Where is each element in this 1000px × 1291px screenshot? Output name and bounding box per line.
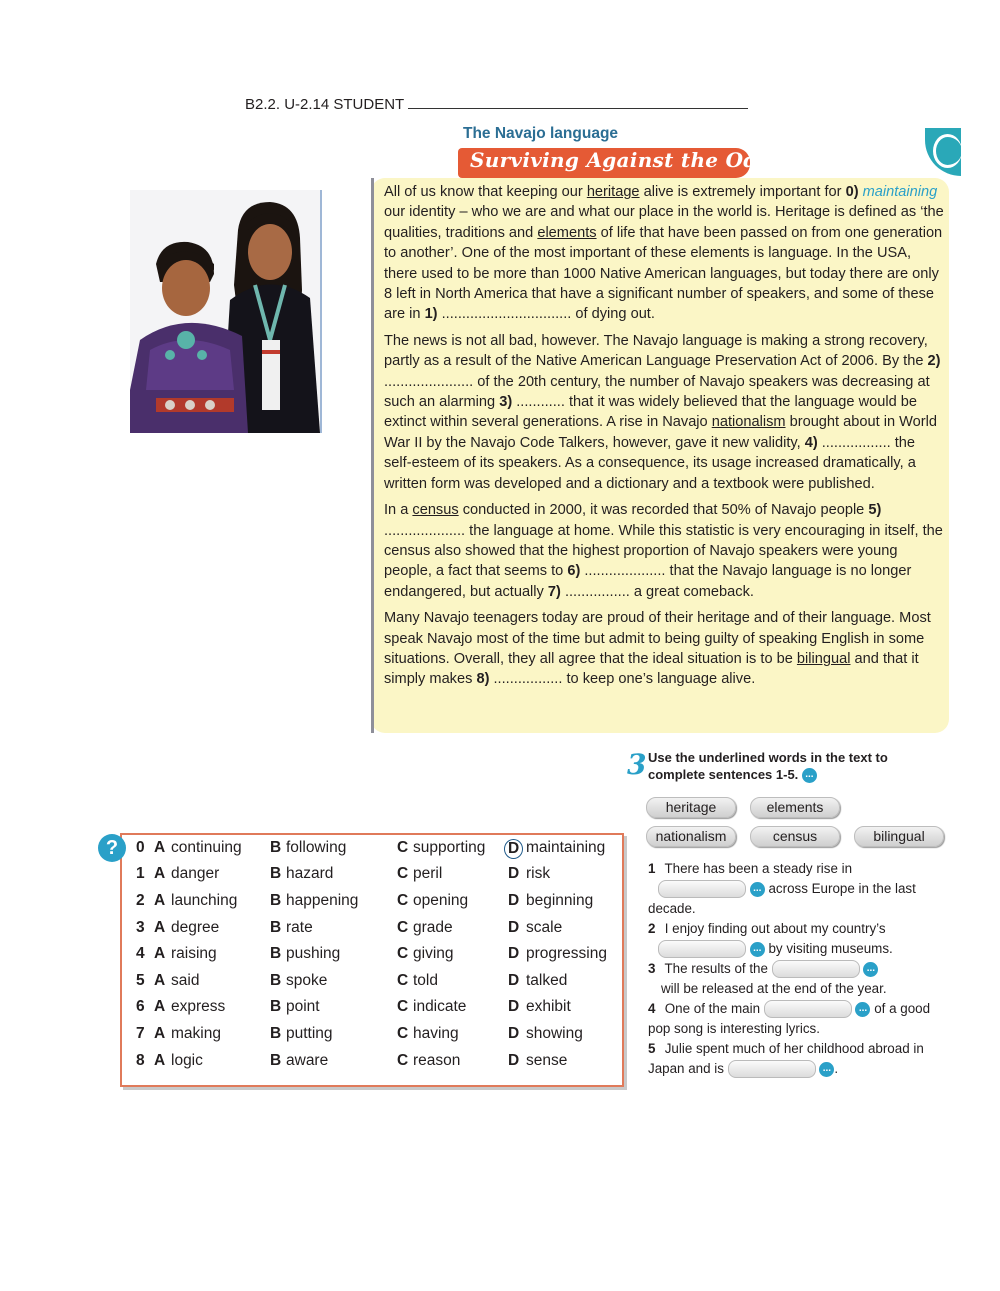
header-text: B2.2. U-2.14 STUDENT: [245, 96, 405, 113]
option-b[interactable]: pushing: [286, 945, 341, 962]
option-d[interactable]: exhibit: [526, 998, 571, 1015]
option-a[interactable]: making: [171, 1025, 221, 1042]
worksheet-header: [245, 94, 748, 113]
option-c[interactable]: peril: [413, 865, 443, 882]
option-d[interactable]: sense: [526, 1052, 568, 1069]
gap-3[interactable]: ............ that it was widely believed that the language would be extinct within several generations. A rise in Navajo: [384, 394, 918, 431]
option-a[interactable]: continuing: [171, 839, 242, 856]
word-chip-census[interactable]: census: [750, 826, 840, 847]
answer-gap-3[interactable]: [772, 960, 860, 978]
option-c[interactable]: grade: [413, 919, 453, 936]
gap-2[interactable]: ...................... of the 20th century, the number of Navajo speakers was decreasing at such an alarming: [384, 373, 930, 411]
answer-gap-5[interactable]: [728, 1060, 816, 1078]
answer-gap-4[interactable]: [764, 1000, 852, 1018]
underlined-word-bilingual: bilingual: [796, 650, 851, 667]
option-c[interactable]: having: [413, 1025, 459, 1042]
option-d[interactable]: beginning: [526, 892, 594, 909]
gap-4[interactable]: ................. the self-esteem of its speakers. As a consequence, its usage increased dramatically, a written form was developed and a dictionary and a textbook were published.: [384, 434, 916, 492]
underlined-word-heritage: heritage: [586, 184, 640, 200]
option-b[interactable]: happening: [286, 892, 359, 909]
article-text: [384, 182, 946, 696]
choice-row: 5 A said B spoke C told D talked: [136, 972, 568, 989]
option-a[interactable]: launching: [171, 892, 238, 909]
gap-5[interactable]: .................... the language at home. While this statistic is very encouraging in itself, the census also showed that the highest proportion of Navajo speakers were young people, a fact that seems to: [384, 522, 943, 580]
underlined-word-elements: elements: [537, 224, 597, 241]
gap-number-3: 3): [499, 394, 513, 411]
word-chip-bilingual[interactable]: bilingual: [854, 826, 944, 847]
word-chip-heritage[interactable]: heritage: [646, 797, 736, 818]
option-b[interactable]: spoke: [286, 972, 328, 989]
gap-1[interactable]: ................................ of dying out.: [437, 306, 655, 323]
option-a[interactable]: logic: [171, 1052, 203, 1069]
answer-gap-1[interactable]: [658, 880, 746, 898]
sentence-2: 2 I enjoy finding out about my country’s ... by visiting museums.: [648, 919, 948, 959]
choice-row: 1 A danger B hazard C peril D risk: [136, 865, 551, 882]
exercise-3-instruction: Use the underlined words in the text to complete sentences 1-5. ...: [648, 750, 888, 782]
choice-row: 7 A making B putting C having D showing: [136, 1025, 583, 1042]
choice-row: 0 A continuing B following C supporting D maintaining: [136, 839, 606, 857]
gap-number-0: 0): [845, 184, 859, 200]
info-icon[interactable]: ...: [750, 882, 765, 897]
sentence-3: 3 The results of the ... will be released at the end of the year.: [648, 961, 887, 996]
choice-row: 6 A express B point C indicate D exhibit: [136, 998, 571, 1015]
paragraph-1: All of us know that keeping our heritage alive is extremely important for 0) maintaining our identity – who we are and what our place in the world is. Heritage is defined as ‘the qualities, traditions and elements of life that have been passed on from one generation to another’. One of the most important of these elements is language. In the USA, there used to be more than 1000 Native American languages, but today there are only 8 left in North America that have a significant number of speakers, and some of these are in 1) ................................ of dying out.: [384, 184, 944, 323]
word-chip-nationalism[interactable]: nationalism: [646, 826, 736, 847]
answer-gap-2[interactable]: [658, 940, 746, 958]
sentence-5: 5 Julie spent much of her childhood abroad in Japan and is ... .: [648, 1039, 948, 1079]
option-c[interactable]: indicate: [413, 998, 467, 1015]
paragraph-3: In a census conducted in 2000, it was recorded that 50% of Navajo people 5) .................... the language at home. While this statistic is very encouraging in itself, the census also showed that the highest proportion of Navajo speakers were young people, a fact that seems to 6) .................... that the Navajo language is no longer endangered, but actually 7) ................ a great comeback.: [384, 502, 943, 600]
choice-row: 2 A launching B happening C opening D beginning: [136, 892, 594, 909]
option-d[interactable]: maintaining: [526, 839, 606, 856]
article-edge: [371, 178, 374, 733]
gap-number-6: 6): [567, 563, 581, 580]
sentence-4: 4 One of the main ... of a good pop song is interesting lyrics.: [648, 1001, 931, 1036]
option-c[interactable]: opening: [413, 892, 469, 909]
option-b[interactable]: hazard: [286, 865, 334, 882]
option-a[interactable]: danger: [171, 865, 220, 882]
sentence-1: 1 There has been a steady rise in ... across Europe in the last decade.: [648, 861, 916, 916]
info-icon[interactable]: ...: [819, 1062, 834, 1077]
gap-number-7: 7): [547, 583, 561, 600]
article-title: Surviving Against the Odds: [470, 148, 784, 172]
option-c[interactable]: giving: [413, 945, 454, 962]
selected-answer-circle: D: [504, 839, 523, 859]
gap-number-1: 1): [424, 306, 438, 323]
gap-number-5: 5): [868, 502, 882, 519]
option-d[interactable]: talked: [526, 972, 568, 989]
choice-row: 4 A raising B pushing C giving D progressing: [136, 945, 607, 962]
option-d[interactable]: scale: [526, 919, 563, 936]
option-c[interactable]: reason: [413, 1052, 461, 1069]
example-answer: maintaining: [862, 184, 938, 200]
word-chip-elements[interactable]: elements: [750, 797, 840, 818]
option-a[interactable]: degree: [171, 919, 220, 936]
gap-8[interactable]: ................. to keep one’s language alive.: [489, 671, 756, 688]
option-d[interactable]: showing: [526, 1025, 583, 1042]
option-b[interactable]: aware: [286, 1052, 329, 1069]
audio-info-icon[interactable]: ...: [802, 768, 817, 783]
gap-number-2: 2): [927, 353, 941, 370]
option-d[interactable]: progressing: [526, 945, 607, 962]
choice-row: 8 A logic B aware C reason D sense: [136, 1052, 568, 1069]
option-c[interactable]: supporting: [413, 839, 486, 856]
gap-7[interactable]: ................ a great comeback.: [560, 583, 754, 600]
gap-6[interactable]: .................... that the Navajo language is no longer endangered, but actually: [384, 563, 912, 600]
paragraph-4: Many Navajo teenagers today are proud of their heritage and of their language. Most speak Navajo most of the time but admit to being guilty of speaking English in some situations. Overall, they all agree that the ideal situation is to be bilingual and that it simply makes 8) ................. to keep one’s language alive.: [384, 610, 931, 688]
navajo-children-photo: [130, 190, 322, 433]
option-b[interactable]: following: [286, 839, 347, 856]
option-a[interactable]: said: [171, 972, 200, 989]
underlined-word-nationalism: nationalism: [711, 414, 786, 431]
question-icon: ?: [98, 834, 126, 862]
choice-row: 3 A degree B rate C grade D scale: [136, 919, 563, 936]
option-b[interactable]: putting: [286, 1025, 333, 1042]
exercise-3-number: 3: [627, 748, 647, 781]
info-icon[interactable]: ...: [855, 1002, 870, 1017]
article-subtitle: The Navajo language: [463, 125, 619, 142]
gap-number-8: 8): [476, 671, 490, 688]
unit-badge-icon: [925, 128, 961, 176]
info-icon[interactable]: ...: [750, 942, 765, 957]
paragraph-2: The news is not all bad, however. The Navajo language is making a strong recovery, partly as a result of the Native American Language Preservation Act of 2006. By the 2) ...................... of the 20th century, the number of Navajo speakers was decreasing at such an alarming 3) ............ that it was widely believed that the language would be extinct within several generations. A rise in Navajo nationalism brought about in World War II by the Navajo Code Talkers, however, gave it new validity, 4) ................. the self-esteem of its speakers. As a consequence, its usage increased dramatically, a written form was developed and a dictionary and a textbook were published.: [384, 332, 941, 492]
option-a[interactable]: raising: [171, 945, 217, 962]
option-a[interactable]: express: [171, 998, 226, 1015]
option-b[interactable]: rate: [286, 919, 313, 936]
option-d[interactable]: risk: [526, 865, 551, 882]
gap-number-4: 4): [804, 434, 818, 451]
option-c[interactable]: told: [413, 972, 438, 989]
option-b[interactable]: point: [286, 998, 320, 1015]
student-name-line[interactable]: [408, 94, 748, 109]
info-icon[interactable]: ...: [863, 962, 878, 977]
underlined-word-census: census: [412, 502, 459, 519]
